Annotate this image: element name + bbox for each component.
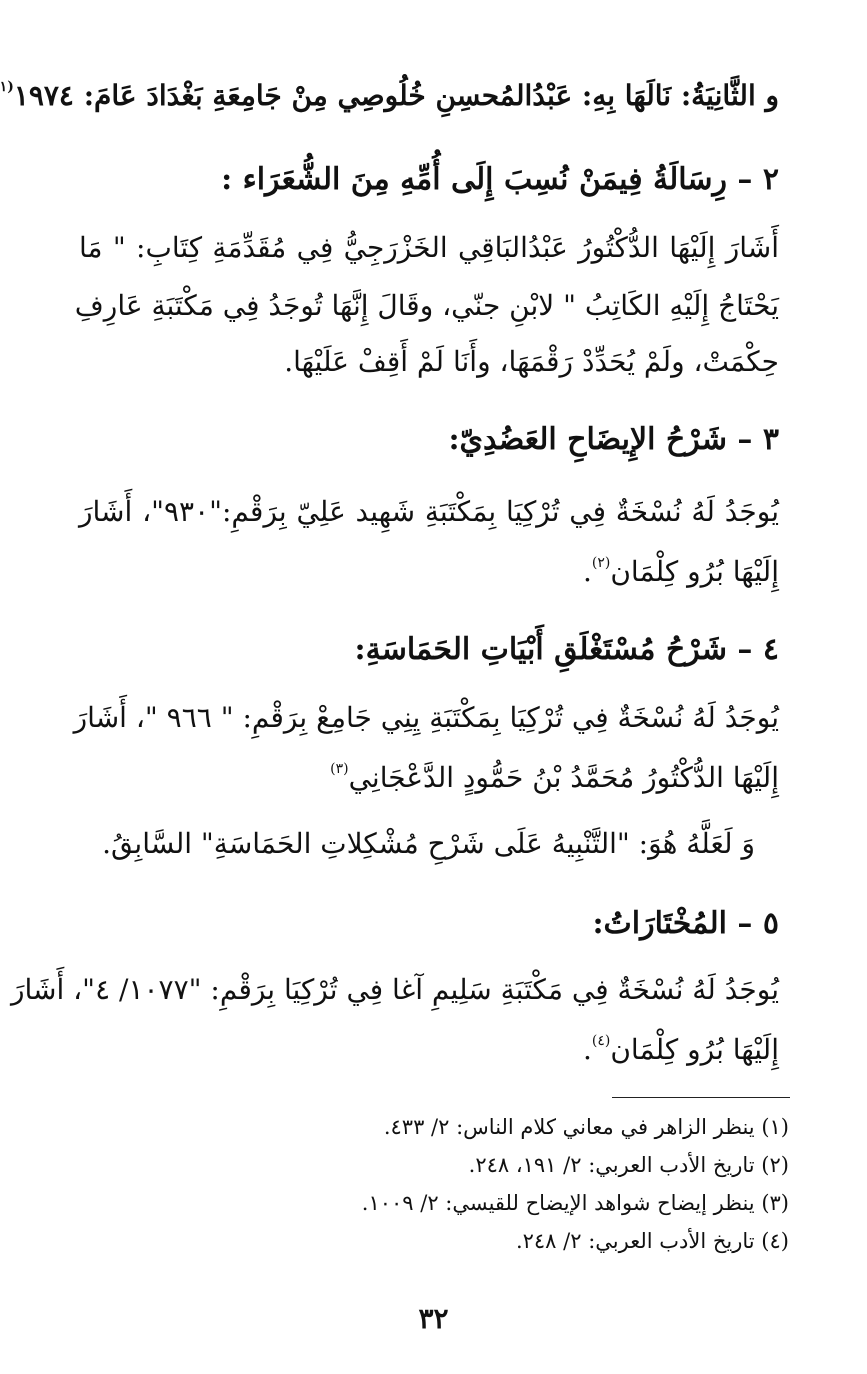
section-3-heading: ٣ – شَرْحُ الإِيضَاحِ العَضُدِيّ: (448, 422, 779, 457)
section-4-line-2 (79, 756, 779, 800)
page-number: ٣٢ (418, 1302, 449, 1335)
section-3-line-2-text: إِلَيْهَا بُرُو كِلْمَان (610, 555, 779, 588)
section-2-heading: ٢ – رِسَالَةُ فِيمَنْ نُسِبَ إِلَى أُمِّهِ مِنَ الشُّعَرَاء : (221, 162, 779, 197)
section-3-line-2: إِلَيْهَا بُرُو كِلْمَان$^{(٢)}$. (582, 555, 779, 588)
intro-text: و الثَّانِيَةُ: نَالَهَا بِهِ: عَبْدُالمُحسِنِ خُلُوصِي مِنْ جَامِعَةِ بَغْدَادَ عَامَ: ١٩٧٤ (13, 79, 779, 112)
footnote-ref-1: (١ (0, 79, 14, 95)
footnote-ref-3: (٣) (330, 761, 349, 777)
footnote-3: (٣) ينظر إيضاح شواهد الإيضاح للقيسي: ٢/ ١٠٠٩. (361, 1191, 789, 1215)
section-4-heading: ٤ – شَرْحُ مُسْتَغْلَقِ أَبْيَاتِ الحَمَاسَةِ: (354, 632, 779, 667)
footnote-ref-4: (٤) (591, 1033, 611, 1049)
section-5-line-2: إِلَيْهَا بُرُو كِلْمَان$^{(٤)}$. (582, 1033, 779, 1066)
footnote-2: (٢) تاريخ الأدب العربي: ٢/ ١٩١، ٢٤٨. (468, 1153, 789, 1177)
section-2-line-1: أَشَارَ إِلَيْهَا الدُّكْتُورُ عَبْدُالبَاقِي الخَزْرَجِيُّ فِي مُقَدِّمَةِ كِتَابِ: " مَا (79, 231, 779, 264)
section-4-line-2-text: إِلَيْهَا الدُّكْتُورُ مُحَمَّدُ بْنُ حَمُّودٍ الدَّعْجَانِي (348, 761, 779, 794)
section-5-line-1: يُوجَدُ لَهُ نُسْخَةٌ فِي مَكْتَبَةِ سَلِيمِ آغا فِي تُرْكِيَا بِرَقْمِ: "١٠٧٧/ ٤"، أَشَارَ (10, 973, 779, 1006)
section-2-line-2: يَحْتَاجُ إِلَيْهِ الكَاتِبُ " لابْنِ جنّي، وقَالَ إِنَّهَا تُوجَدُ فِي مَكْتَبَةِ عَارِفِ (74, 289, 779, 322)
footnote-separator (612, 1097, 790, 1098)
section-5-heading: ٥ – المُخْتَارَاتُ: (592, 906, 779, 941)
section-3-line-1: يُوجَدُ لَهُ نُسْخَةٌ فِي تُرْكِيَا بِمَكْتَبَةِ شَهِيد عَلِيّ بِرَقْمِ:"٩٣٠"، أَشَارَ (79, 495, 779, 528)
footnote-1: (١) ينظر الزاهر في معاني كلام الناس: ٢/ ٤٣٣. (383, 1115, 789, 1139)
footnote-4: (٤) تاريخ الأدب العربي: ٢/ ٢٤٨. (515, 1229, 789, 1253)
section-4-extra-line: وَ لَعَلَّهُ هُوَ: "التَّنْبِيهُ عَلَى شَرْحِ مُشْكِلاتِ الحَمَاسَةِ" السَّابِقُ. (102, 827, 755, 860)
section-5-line-2-text: إِلَيْهَا بُرُو كِلْمَان (610, 1033, 779, 1066)
section-2-line-3: حِكْمَتْ، ولَمْ يُحَدِّدْ رَقْمَهَا، وأَنَا لَمْ أَقِفْ عَلَيْهَا. (284, 345, 779, 378)
footnote-ref-2: (٢) (591, 555, 611, 571)
intro-line (0, 74, 779, 118)
section-4-line-1: يُوجَدُ لَهُ نُسْخَةٌ فِي تُرْكِيَا بِمَكْتَبَةِ يِنِي جَامِعْ بِرَقْمِ: " ٩٦٦ "، أَشَارَ (73, 701, 779, 734)
